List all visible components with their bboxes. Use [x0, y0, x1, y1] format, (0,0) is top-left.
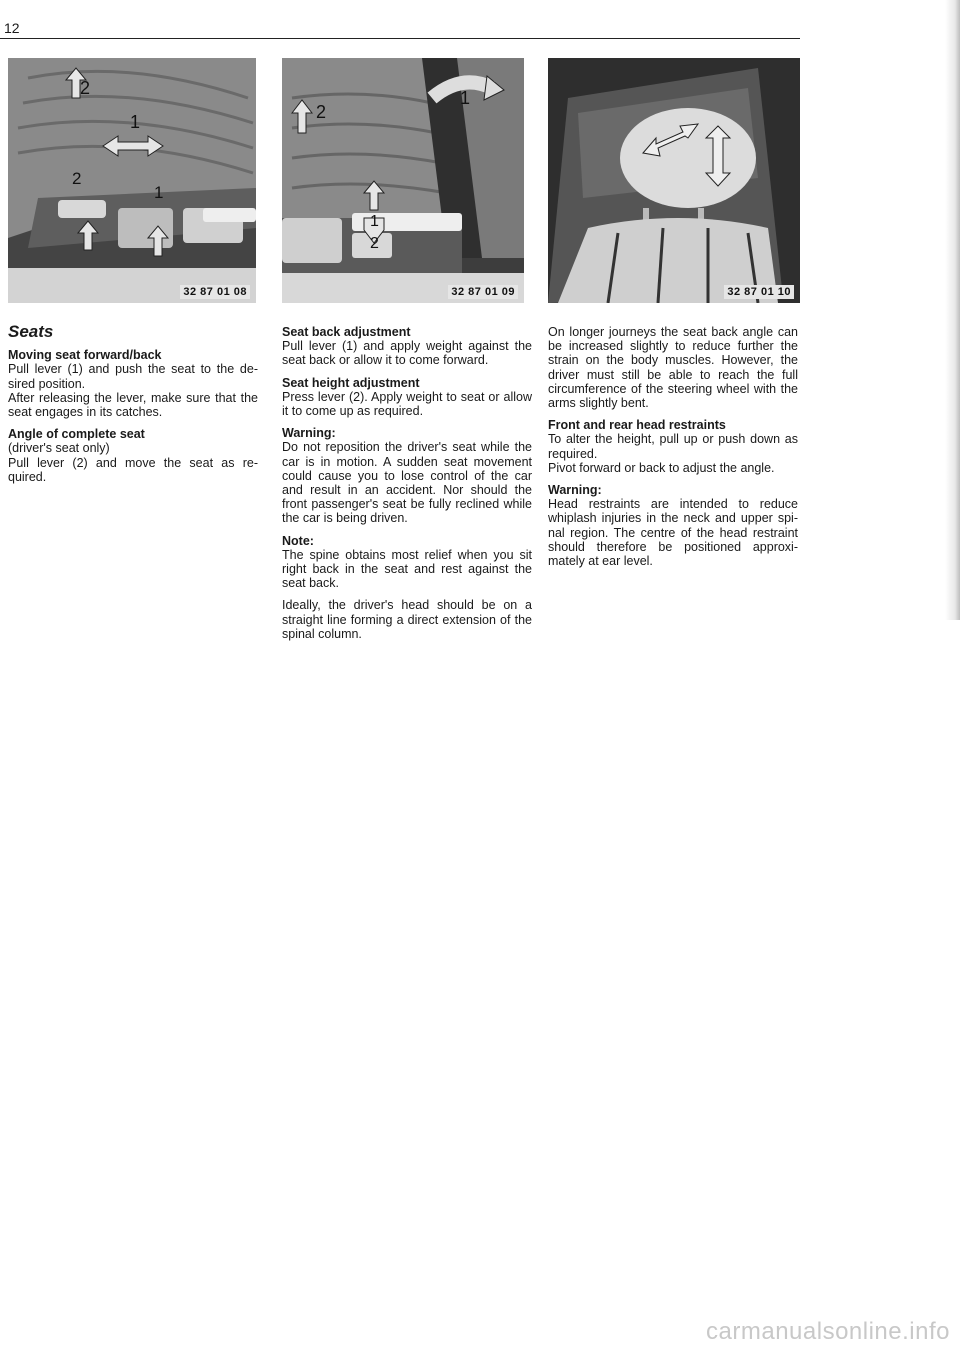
- callout-label: 1: [130, 112, 141, 132]
- section-title: Seats: [8, 322, 54, 341]
- paragraph: Pull lever (1) and push the seat to the de-sired position.: [8, 362, 258, 391]
- figure-code: 32 87 01 10: [724, 285, 794, 299]
- paragraph: Ideally, the driver's head should be on a straight line forming a direct extension of the spinal column.: [282, 598, 532, 641]
- paragraph: On longer journeys the seat back angle can be increased slightly to reduce further the strain on the body muscles. However, the driver must still be able to reach the full circumference of the steering wheel with the arms slightly bent.: [548, 325, 798, 411]
- figure-seat-levers: [8, 58, 256, 303]
- subheading: Angle of complete seat: [8, 427, 145, 442]
- paragraph: Do not reposition the driver's seat while the car is in motion. A sudden seat movement could cause you to lose control of the car and result in an accident. Nor should the front passenger's seat be fully reclined while the car is being driven.: [282, 440, 532, 526]
- column-2: [282, 325, 532, 649]
- column-1: [8, 320, 258, 492]
- subheading: Front and rear head restraints: [548, 418, 726, 433]
- paragraph: (driver's seat only): [8, 441, 110, 456]
- figure-seat-back: [282, 58, 524, 303]
- column-3: [548, 325, 798, 576]
- callout-label: 1: [460, 88, 471, 108]
- figure-code: 32 87 01 08: [180, 285, 250, 299]
- callout-label: 1: [370, 213, 379, 230]
- page-binding-edge: [810, 0, 960, 1358]
- watermark: carmanualsonline.info: [706, 1318, 950, 1345]
- paragraph: Pivot forward or back to adjust the angle.: [548, 460, 775, 475]
- paragraph: The spine obtains most relief when you sit right back in the seat and rest against the seat back.: [282, 547, 532, 591]
- callout-label: 2: [72, 169, 82, 188]
- warning-heading: Warning:: [282, 426, 336, 441]
- note-heading: Note:: [282, 533, 314, 548]
- head-restraint-illustration: [548, 58, 800, 303]
- paragraph: Head restraints are intended to reduce whiplash injuries in the neck and upper spi-nal region. The centre of the head restraint should therefore be positioned approxi-mately at ear level.: [548, 497, 798, 569]
- callout-label: 2: [370, 235, 379, 252]
- header-rule: [0, 38, 800, 39]
- page-number: 12: [4, 20, 20, 36]
- warning-heading: Warning:: [548, 483, 602, 498]
- subheading: Moving seat forward/back: [8, 348, 162, 363]
- callout-label: 1: [154, 183, 164, 202]
- callout-label: 2: [316, 102, 327, 122]
- paragraph: After releasing the lever, make sure that the seat engages in its catches.: [8, 390, 258, 420]
- paragraph: Press lever (2). Apply weight to seat or allow it to come up as required.: [282, 389, 532, 419]
- paragraph: To alter the height, pull up or push down as required.: [548, 432, 798, 461]
- callout-label: 2: [80, 78, 91, 98]
- subheading: Seat back adjustment: [282, 325, 411, 339]
- subheading: Seat height adjustment: [282, 375, 420, 390]
- paragraph: Pull lever (2) and move the seat as re-quired.: [8, 455, 258, 484]
- paragraph: Pull lever (1) and apply weight against the seat back or allow it to come forward.: [282, 339, 532, 368]
- figure-code: 32 87 01 09: [448, 285, 518, 299]
- figure-head-restraint: [548, 58, 800, 303]
